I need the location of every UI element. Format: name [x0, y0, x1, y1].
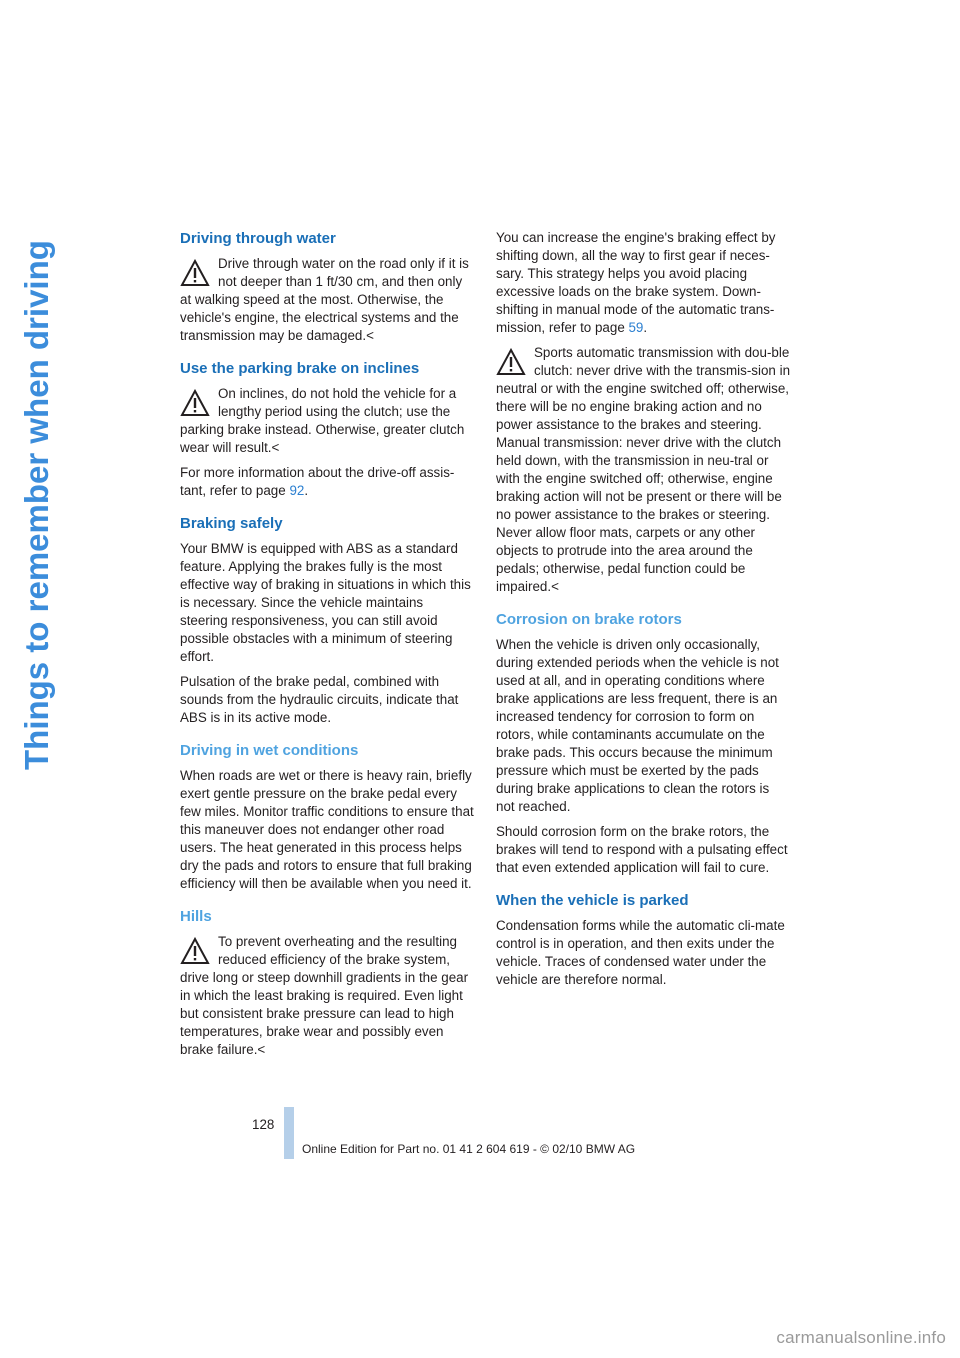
left-column	[180, 229, 474, 1066]
braking-safely-p1: Your BMW is equipped with ABS as a standard feature. Applying the brakes fully is the most effective way of braking in situations in which this is necessary. Since the vehicle maintains steering responsiveness, you can still avoid possible obstacles with a minimum of steering effort.	[180, 541, 471, 664]
parked-p1: Condensation forms while the automatic cli-mate control is in operation, and then exits under the vehicle. Traces of condensed water under the vehicle are therefore normal.	[496, 918, 785, 987]
info-text-end: .	[304, 483, 309, 498]
heading-vehicle-parked: When the vehicle is parked	[496, 892, 689, 909]
info-text: For more information about the drive-off assis-tant, refer to page	[180, 465, 455, 498]
warning-parking-brake	[180, 385, 474, 457]
corrosion-p2: Should corrosion form on the brake rotors, the brakes will tend to respond with a pulsating effect that even extended application will fail to cure.	[496, 824, 788, 875]
warning-text: To prevent overheating and the resulting reduced efficiency of the brake system, drive long or steep downhill gradients in the gear in which the least braking is required. Even light but consistent brake pressure can lead to high temperatures, brake wear and possibly even brake failure.<	[180, 934, 469, 1057]
engine-braking-text	[496, 229, 790, 337]
page-link-92[interactable]: 92	[289, 483, 305, 498]
corrosion-p1: When the vehicle is driven only occasionally, during extended periods when the vehicle is not used at all, and in operating conditions where brake applications are less frequent, there is an increased tendency for corrosion to form on rotors, while contaminants accumulate on the brake pads. This occurs because the minimum pressure which must be exerted by the pads during brake applications to clean the rotors is not reached.	[496, 637, 779, 814]
warning-text: On inclines, do not hold the vehicle for a lengthy period using the clutch; use the parking brake instead. Otherwise, greater clutch wear will result.<	[180, 386, 465, 455]
page-link-59[interactable]: 59	[628, 320, 644, 335]
warning-triangle-icon	[180, 937, 210, 965]
side-title-svg	[4, 230, 62, 770]
side-title-text: Things to remember when driving	[18, 240, 55, 770]
watermark: carmanualsonline.info	[776, 1328, 946, 1347]
heading-braking-safely: Braking safely	[180, 515, 283, 532]
warning-text: Drive through water on the road only if it is not deeper than 1 ft/30 cm, and then only at walking speed at the most. Otherwise, the vehicle's engine, the electrical systems and the transmission may be damaged.<	[180, 256, 469, 343]
drive-off-assistant-info	[180, 464, 474, 500]
heading-parking-brake: Use the parking brake on inclines	[180, 360, 420, 377]
heading-wet-conditions: Driving in wet conditions	[180, 742, 359, 759]
heading-driving-through-water: Driving through water	[180, 230, 336, 247]
braking-safely-p2: Pulsation of the brake pedal, combined with sounds from the hydraulic circuits, indicate that ABS is in its active mode.	[180, 674, 459, 725]
warning-text-manual: Manual transmission: never drive with the clutch held down, with the transmission in neu-tral or with the engine switched off; otherwise, engine braking action will not be present or there will be no power assistance to the brakes or steering.	[496, 435, 782, 522]
warning-driving-water	[180, 255, 474, 345]
side-section-title	[4, 230, 62, 770]
heading-hills: Hills	[180, 908, 212, 925]
warning-triangle-icon	[180, 389, 210, 417]
warning-transmission	[496, 344, 790, 596]
warning-triangle-icon	[180, 259, 210, 287]
warning-hills	[180, 933, 474, 1059]
wet-conditions-p1: When roads are wet or there is heavy rain, briefly exert gentle pressure on the brake pedal every few miles. Monitor traffic conditions to ensure that this maneuver does not endanger other road users. The heat generated in this process helps dry the pads and rotors to ensure that full braking efficiency will then be available when you need it.	[180, 768, 474, 891]
page-number: 128	[252, 1117, 275, 1132]
engine-braking-end: .	[643, 320, 648, 335]
engine-braking-body: You can increase the engine's braking effect by shifting down, all the way to first gear if neces-sary. This strategy helps you avoid placing excessive loads on the brake system. Down-shifting in manual mode of the automatic trans-mission, refer to page	[496, 230, 776, 335]
right-column	[496, 229, 790, 996]
footer-accent-bar	[284, 1107, 294, 1159]
warning-triangle-icon	[496, 348, 526, 376]
warning-text-dct: Sports automatic transmission with dou-ble clutch: never drive with the transmis-sion in neutral or with the engine switched off; otherwise, there will be no engine braking action and no power assistance to the brakes and steering.	[496, 345, 791, 432]
heading-corrosion: Corrosion on brake rotors	[496, 611, 682, 628]
warning-text-floor-mats: Never allow floor mats, carpets or any other objects to protrude into the area around the pedals; otherwise, pedal function could be impaired.<	[496, 525, 755, 594]
edition-note: Online Edition for Part no. 01 41 2 604 619 - © 02/10 BMW AG	[302, 1142, 636, 1156]
